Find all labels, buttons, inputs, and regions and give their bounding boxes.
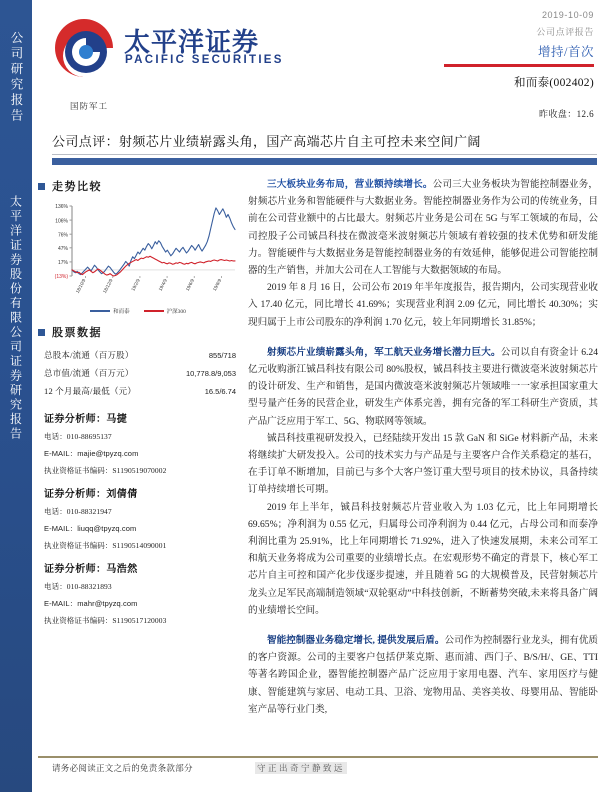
report-type: 公司点评报告 <box>536 27 594 37</box>
rating-badge: 增持/首次 <box>538 45 594 59</box>
chart-legend-swatch <box>144 310 164 312</box>
rail-top-label: 公司研究报告 <box>9 30 23 124</box>
analyst-name: 证券分析师：马浩然 <box>44 564 138 575</box>
chart-legend-label: 和而泰 <box>113 309 130 315</box>
stock-data-row <box>38 382 238 400</box>
footer-disclaimer: 请务必阅读正文之后的免责条款部分 <box>52 763 193 773</box>
paragraph-1 <box>248 176 598 279</box>
stock-data-value: 10,778.8/9,053 <box>185 369 236 378</box>
analyst-license: 执业资格证书编码：S1190517120003 <box>44 616 167 625</box>
left-column <box>38 178 238 626</box>
footer-divider <box>38 756 598 758</box>
svg-text:136%: 136% <box>55 204 68 211</box>
svg-text:47%: 47% <box>57 246 68 253</box>
logo-english-name: PACIFIC SECURITIES <box>125 54 284 66</box>
analyst-license: 执业资格证书编码：S1190514090001 <box>44 541 167 550</box>
rating-underline <box>444 64 594 67</box>
rail-mid-label: 太平洋证券股份有限公司证券研究报告 <box>8 195 23 442</box>
analyst-license: 执业资格证书编码：S1190519070002 <box>44 466 167 475</box>
svg-text:19/2/9: 19/2/9 <box>130 278 141 292</box>
analyst-phone: 电话：010-88321893 <box>44 582 112 591</box>
header-meta <box>384 10 594 120</box>
paragraph-3-lead: 射频芯片业绩崭露头角，军工航天业务增长潜力巨大。 <box>267 346 501 358</box>
svg-text:19/8/9: 19/8/9 <box>211 278 223 292</box>
svg-text:106%: 106% <box>55 218 68 225</box>
paragraph-3-text: 公司以自有资金计 6.24 亿元收购浙江铖昌科技有限公司 80%股权，铖昌科技主要进行微波毫米波射频芯片的设计研发、生产和销售，是国内微波毫米波射频芯片领域唯一一家承担国家重大型号量产任务的民营企业，研发生产体系完善，拥有完备的军工科研生产资质，其产品广泛应用于军工、5G、物联网等领域。 <box>248 346 598 427</box>
paragraph-6-lead: 智能控制器业务稳定增长, 提供发展后盾。 <box>267 635 445 647</box>
svg-text:17%: 17% <box>57 260 68 267</box>
paragraph-2: 2019 年 8 月 16 日，公司公布 2019 年半年度报告，报告期内，公司实现营业收入 17.40 亿元，同比增长 41.69%；实现营业利润 2.09 亿元，同比增长 40.30%；实现归属于上市公司股东的净利润 1.70 亿元，较上年同期增长 31.85%； <box>248 282 598 328</box>
svg-text:18/10/9: 18/10/9 <box>74 278 87 295</box>
rail-top-label-wrap <box>0 18 32 136</box>
svg-text:18/12/9: 18/12/9 <box>102 278 114 295</box>
bullet-square-icon <box>38 329 45 336</box>
paragraph-6-text: 公司作为控制器行业龙头，拥有优质的客户资源。公司的主要客户包括伊莱克斯、惠而浦、西门子、B/S/H/、GE、TTI 等著名跨国企业，器智能控制器产品广泛应用于家用电器、汽车、家用医疗与健康、智能建筑与家居、电动工具、卫浴、宠物用品、美容美妆、母婴用品、智能卧室产品等行业门类, <box>248 635 599 715</box>
pacific-securities-logo-icon <box>52 16 116 80</box>
svg-text:(13%): (13%) <box>54 274 68 281</box>
stock-data-value: 16.5/6.74 <box>204 387 236 396</box>
report-date: 2019-10-09 <box>541 10 594 20</box>
stock-block-title: 股票数据 <box>52 327 102 339</box>
svg-text:76%: 76% <box>57 232 68 239</box>
title-divider <box>52 154 597 155</box>
brand-logo <box>52 14 302 88</box>
paragraph-4: 铖昌科技重视研发投入，已经陆续开发出 15 款 GaN 和 SiGe 材料新产品，未来将继续扩大研发投入。公司的技术实力与产品是与主要客户合作关系稳定的基石，在手订单不断增加，目前已与多个大客户签订重大型号项目的技术协议，具备持续订单持续增长可期。 <box>248 432 598 496</box>
logo-chinese-name: 太平洋证券 <box>124 27 260 57</box>
analyst-email[interactable]: E-MAIL：mahr@tpyzq.com <box>44 599 138 608</box>
stock-data-label: 总股本/流通（百万股） <box>44 350 134 360</box>
stock-data-row <box>38 364 238 382</box>
analyst-list <box>38 410 238 626</box>
rail-mid-label-wrap <box>0 185 32 615</box>
analyst-entry <box>44 410 238 476</box>
stock-data-table <box>38 346 238 400</box>
chart-block-header <box>38 178 238 194</box>
paragraph-5: 2019 年上半年，铖昌科技射频芯片营业收入为 1.03 亿元，比上年同期增长 69.65%；净利润为 0.55 亿元，归属母公司净利润为 0.44 亿元，占母公司和而泰净利润比重为 25.91%，比上年同期增长 71.92%，进入了快速发展期，未来公司军工和航天业务将成为公司重要的业绩增长点。在宏观形势不确定的背景下，核心军工芯片自主可控和国产化步伐逐步提速，并且随着 5G 的大规模普及，民营射频芯片龙头立足军民高端制造领域“双轮驱动”中科技创新，不断蓄势突破,未来将具备广阔的业绩增长空间。 <box>248 501 598 616</box>
sector-label: 国防军工 <box>70 101 109 111</box>
analyst-email[interactable]: E-MAIL：majie@tpyzq.com <box>44 449 139 458</box>
chart-legend-item <box>144 307 186 315</box>
paragraph-1-text: 公司三大业务板块为智能控制器业务，射频芯片业务和智能硬件与大数据业务。智能控制器业务作为公司的传统业务，目前在公司营业额中的占比最大。射频芯片业务是公司在 5G 与军工领域的布局，公司控股子公司铖昌科技在微波毫米波射频芯片领域有着较强的技术优势和研发能力。智能硬件与大数据业务是智能控制器业务的有效延伸，能够促进公司智能控制器的生产销售，并加大公司在人工智能与大数据领域的布局。 <box>248 179 599 277</box>
prev-close-label: 昨收盘：12.6 <box>539 108 594 119</box>
analyst-phone: 电话：010-88321947 <box>44 507 112 516</box>
analyst-entry <box>44 485 238 551</box>
report-body <box>248 176 598 718</box>
svg-text:19/4/9: 19/4/9 <box>157 278 168 292</box>
price-trend-chart <box>38 198 238 306</box>
bullet-square-icon <box>38 183 45 190</box>
chart-legend-label: 沪深300 <box>166 309 186 315</box>
stock-block-header <box>38 324 238 340</box>
paragraph-1-lead: 三大板块业务布局，营业额持续增长。 <box>267 179 433 190</box>
stock-data-value: 855/718 <box>208 351 236 360</box>
paragraph-6 <box>248 632 598 718</box>
analyst-name: 证券分析师：马捷 <box>44 414 128 425</box>
analyst-phone: 电话：010-88695137 <box>44 432 112 441</box>
analyst-email[interactable]: E-MAIL：liuqq@tpyzq.com <box>44 524 137 533</box>
stock-data-label: 12 个月最高/最低（元） <box>44 386 137 396</box>
svg-text:19/6/9: 19/6/9 <box>184 278 196 292</box>
analyst-entry <box>44 560 238 626</box>
stock-data-label: 总市值/流通（百万元） <box>44 368 134 378</box>
chart-legend-item <box>90 307 130 315</box>
stock-data-row <box>38 346 238 364</box>
chart-legend <box>38 307 238 315</box>
page-title: 公司点评：射频芯片业绩崭露头角，国产高端芯片自主可控未来空间广阔 <box>52 134 481 149</box>
trend-chart-svg <box>38 198 238 303</box>
footer-watermark: 守正出奇宁静致远 <box>257 763 346 773</box>
paragraph-3 <box>248 344 598 430</box>
analyst-name: 证券分析师：刘倩倩 <box>44 489 138 500</box>
stock-name-code: 和而泰(002402) <box>514 76 594 89</box>
title-blue-bar <box>52 158 597 165</box>
chart-legend-swatch <box>90 310 110 312</box>
chart-block-title: 走势比较 <box>52 181 102 193</box>
